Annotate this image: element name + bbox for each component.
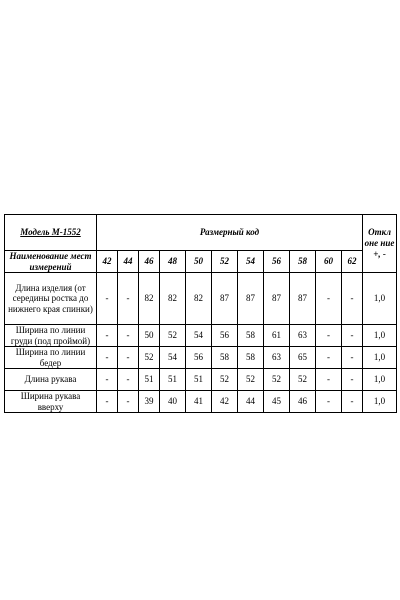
value-cell: 45 xyxy=(264,391,290,413)
size-cell: 50 xyxy=(186,251,212,273)
value-cell: - xyxy=(316,347,342,369)
value-cell: 51 xyxy=(139,369,160,391)
size-cell: 60 xyxy=(316,251,342,273)
measurement-label: Длина рукава xyxy=(5,369,97,391)
table-header-row xyxy=(5,215,397,251)
tolerance-cell: 1,0 xyxy=(363,347,397,369)
value-cell: 87 xyxy=(212,273,238,325)
size-cell: 52 xyxy=(212,251,238,273)
value-cell: 42 xyxy=(212,391,238,413)
value-cell: 82 xyxy=(139,273,160,325)
size-table xyxy=(4,214,397,413)
measurement-label: Ширина рукава вверху xyxy=(5,391,97,413)
value-cell: 65 xyxy=(290,347,316,369)
value-cell: 56 xyxy=(186,347,212,369)
tolerance-header: Откл оне ние +, - xyxy=(363,215,397,273)
value-cell: - xyxy=(342,273,363,325)
value-cell: - xyxy=(342,369,363,391)
value-cell: - xyxy=(97,273,118,325)
value-cell: - xyxy=(316,325,342,347)
value-cell: 54 xyxy=(160,347,186,369)
value-cell: - xyxy=(97,325,118,347)
model-label: Модель М-1552 xyxy=(5,215,97,251)
measurement-label: Ширина по линии груди (под проймой) xyxy=(5,325,97,347)
measurement-label: Ширина по линии бедер xyxy=(5,347,97,369)
value-cell: - xyxy=(118,391,139,413)
value-cell: 44 xyxy=(238,391,264,413)
table-row xyxy=(5,325,397,347)
value-cell: 46 xyxy=(290,391,316,413)
tolerance-cell: 1,0 xyxy=(363,325,397,347)
value-cell: - xyxy=(118,273,139,325)
measurement-label: Длина изделия (от середины ростка до нижнего края спинки) xyxy=(5,273,97,325)
table-row xyxy=(5,369,397,391)
value-cell: - xyxy=(118,369,139,391)
value-cell: 54 xyxy=(186,325,212,347)
value-cell: 52 xyxy=(238,369,264,391)
value-cell: 56 xyxy=(212,325,238,347)
value-cell: - xyxy=(118,347,139,369)
value-cell: 58 xyxy=(212,347,238,369)
value-cell: 41 xyxy=(186,391,212,413)
value-cell: - xyxy=(97,347,118,369)
value-cell: 52 xyxy=(264,369,290,391)
size-cell: 42 xyxy=(97,251,118,273)
value-cell: 52 xyxy=(139,347,160,369)
value-cell: 82 xyxy=(186,273,212,325)
value-cell: 87 xyxy=(238,273,264,325)
value-cell: 58 xyxy=(238,325,264,347)
tolerance-cell: 1,0 xyxy=(363,369,397,391)
size-cell: 46 xyxy=(139,251,160,273)
size-cell: 58 xyxy=(290,251,316,273)
value-cell: 82 xyxy=(160,273,186,325)
value-cell: 63 xyxy=(264,347,290,369)
size-cell: 48 xyxy=(160,251,186,273)
table-row xyxy=(5,391,397,413)
value-cell: - xyxy=(118,325,139,347)
value-cell: 58 xyxy=(238,347,264,369)
value-cell: 40 xyxy=(160,391,186,413)
value-cell: - xyxy=(316,391,342,413)
value-cell: 52 xyxy=(290,369,316,391)
size-cell: 44 xyxy=(118,251,139,273)
size-code-header: Размерный код xyxy=(97,215,363,251)
value-cell: 61 xyxy=(264,325,290,347)
tolerance-cell: 1,0 xyxy=(363,391,397,413)
value-cell: - xyxy=(342,325,363,347)
value-cell: 87 xyxy=(264,273,290,325)
value-cell: - xyxy=(342,391,363,413)
measurement-header: Наименование мест измерений xyxy=(5,251,97,273)
sizes-row xyxy=(5,251,397,273)
value-cell: 51 xyxy=(160,369,186,391)
value-cell: - xyxy=(97,391,118,413)
value-cell: 39 xyxy=(139,391,160,413)
table-row xyxy=(5,347,397,369)
value-cell: 87 xyxy=(290,273,316,325)
value-cell: 52 xyxy=(160,325,186,347)
size-cell: 62 xyxy=(342,251,363,273)
tolerance-cell: 1,0 xyxy=(363,273,397,325)
value-cell: 50 xyxy=(139,325,160,347)
value-cell: - xyxy=(342,347,363,369)
table-row xyxy=(5,273,397,325)
value-cell: - xyxy=(316,273,342,325)
value-cell: 52 xyxy=(212,369,238,391)
size-cell: 56 xyxy=(264,251,290,273)
value-cell: 63 xyxy=(290,325,316,347)
size-cell: 54 xyxy=(238,251,264,273)
value-cell: - xyxy=(97,369,118,391)
value-cell: 51 xyxy=(186,369,212,391)
measurement-rows xyxy=(5,273,397,413)
value-cell: - xyxy=(316,369,342,391)
